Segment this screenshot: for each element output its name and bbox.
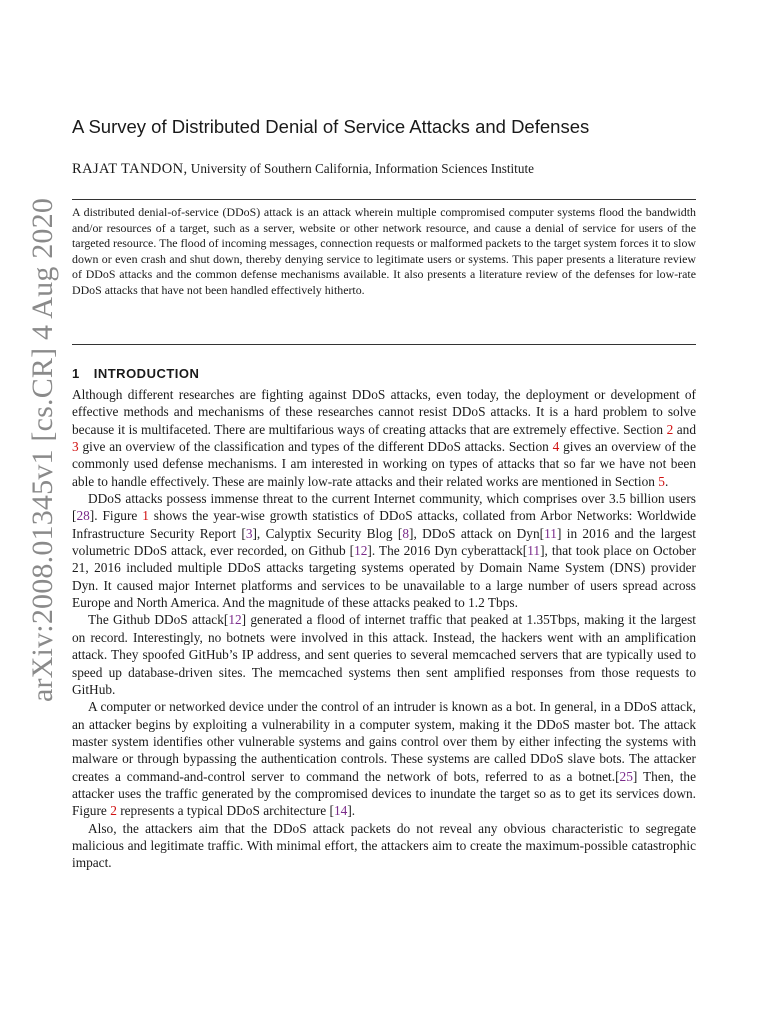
citation-link[interactable]: 25 [619,768,633,784]
text-run: ], that took place on October 21, 2016 included multiple DDoS attacks targeting systems operated by Domain Name System (DNS) provider Dyn. It caused major Internet platforms and services to be unavailable to a large number of users spread across Europe and North America. And the magnitude of these attacks peaked to 1.2 Tbps. [72,543,696,611]
text-run: Although different researches are fighting against DDoS attacks, even today, the deployment or development of effective methods and mechanisms of these researches cannot resist DDoS attacks. It is a hard problem to solve because it is multifaceted. There are multifarious ways of creating attacks that are extremely effective. Section [72,387,696,437]
paragraph-2 [72,490,696,611]
text-run: ], Calyptix Security Blog [ [252,525,403,541]
abstract-top-rule [72,199,696,200]
author-line [72,161,534,178]
section-number: 1 [72,366,80,381]
text-run: ]. The 2016 Dyn cyberattack[ [367,543,528,559]
author-affiliation: University of Southern California, Information Sciences Institute [190,161,534,176]
text-run: represents a typical DDoS architecture [ [116,803,334,819]
text-run: ]. Figure [89,508,143,524]
abstract-bottom-rule [72,344,696,345]
citation-link[interactable]: 12 [228,612,242,628]
paper-title: A Survey of Distributed Denial of Service Attacks and Defenses [72,116,590,137]
citation-link[interactable]: 11 [544,525,557,541]
citation-link[interactable]: 8 [402,525,410,541]
text-run: The Github DDoS attack[ [88,612,229,628]
text-run: DDoS attacks possess immense threat to the current Internet community, which comprises over 3.5 billion users [ [72,491,696,524]
text-run: ]. [347,803,356,819]
figure-ref-link[interactable]: 2 [110,803,117,819]
text-run: give an overview of the classification and types of the different DDoS attacks. Section [78,439,553,455]
text-run: gives an overview of the commonly used defense mechanisms. I am interested in working on types of attacks that so far we have not been able to handle effectively. These are mainly low-rate attacks and their related works are mentioned in Section [72,439,696,489]
author-name: RAJAT TANDON, [72,161,188,177]
text-run: . [664,473,669,489]
paragraph-5: Also, the attackers aim that the DDoS attack packets do not reveal any obvious characteristic to segregate malicious and legitimate traffic. With minimal effort, the attackers aim to create the maximum-possible catastrophic impact. [72,820,696,871]
abstract: A distributed denial-of-service (DDoS) attack is an attack wherein multiple compromised computer systems flood the bandwidth and/or resources of a target, such as a server, website or other network resource, and cause a denial of service for users of the targeted resource. The flood of incoming messages, connection requests or malformed packets to the target system forces it to slow down or even crash and shut down, thereby denying service to legitimate users or systems. This paper presents a literature review of DDoS attacks and the common defense mechanisms available. It also presents a literature review of the defenses for low-rate DDoS attacks that have not been handled effectively hitherto. [72,205,696,297]
arxiv-identifier: arXiv:2008.01345v1 [cs.CR] 4 Aug 2020 [26,197,59,703]
text-run: ], DDoS attack on Dyn[ [409,525,545,541]
text-run: ] in 2016 and the largest volumetric DDoS attack, ever recorded, on Github [ [72,525,696,559]
text-run: shows the year-wise growth statistics of DDoS attacks, collated from Arbor Networks: Worldwide Infrastructure Security Report [ [72,508,696,541]
figure-ref-link[interactable]: 1 [142,508,149,524]
citation-link[interactable]: 28 [76,508,90,524]
section-heading [72,366,199,381]
citation-link[interactable]: 12 [354,543,368,559]
section-body [72,386,696,872]
arxiv-sidebar [24,197,62,703]
section-ref-link[interactable]: 2 [666,421,674,437]
text-run: A computer or networked device under the control of an intruder is known as a bot. In general, in a DDoS attack, an attacker begins by exploiting a vulnerability in a computer system, making it the DDoS master bot. The attack master system identifies other vulnerable systems and gains control over them by either infecting the systems with malware or through bypassing the authentication controls. These systems are called DDoS slave bots. The attacker creates a command-and-control server to command the network of bots, referred to as a botnet.[ [72,699,696,784]
paragraph-4 [72,698,696,819]
paragraph-1 [72,386,696,490]
text-run: and [673,421,696,437]
citation-link[interactable]: 11 [527,543,541,559]
text-run: ] Then, the attacker uses the traffic generated by the compromised devices to inundate the target so as to get its services down. Figure [72,768,696,819]
citation-link[interactable]: 14 [333,803,348,819]
section-title: INTRODUCTION [93,366,200,381]
section-ref-link[interactable]: 5 [658,473,665,489]
text-run: ] generated a flood of internet traffic that peaked at 1.35Tbps, making it the largest on record. Interestingly, no botnets were involved in this attack. Instead, the hackers went with an amplification attack. They spoofed GitHub’s IP address, and sent queries to several memcached servers that are typically used to speed up database-driven sites. The memcached systems then sent amplified responses from those requests to GitHub. [72,612,696,697]
paragraph-3 [72,611,696,698]
section-ref-link[interactable]: 4 [552,439,560,455]
citation-link[interactable]: 3 [245,525,253,541]
section-ref-link[interactable]: 3 [72,439,79,455]
